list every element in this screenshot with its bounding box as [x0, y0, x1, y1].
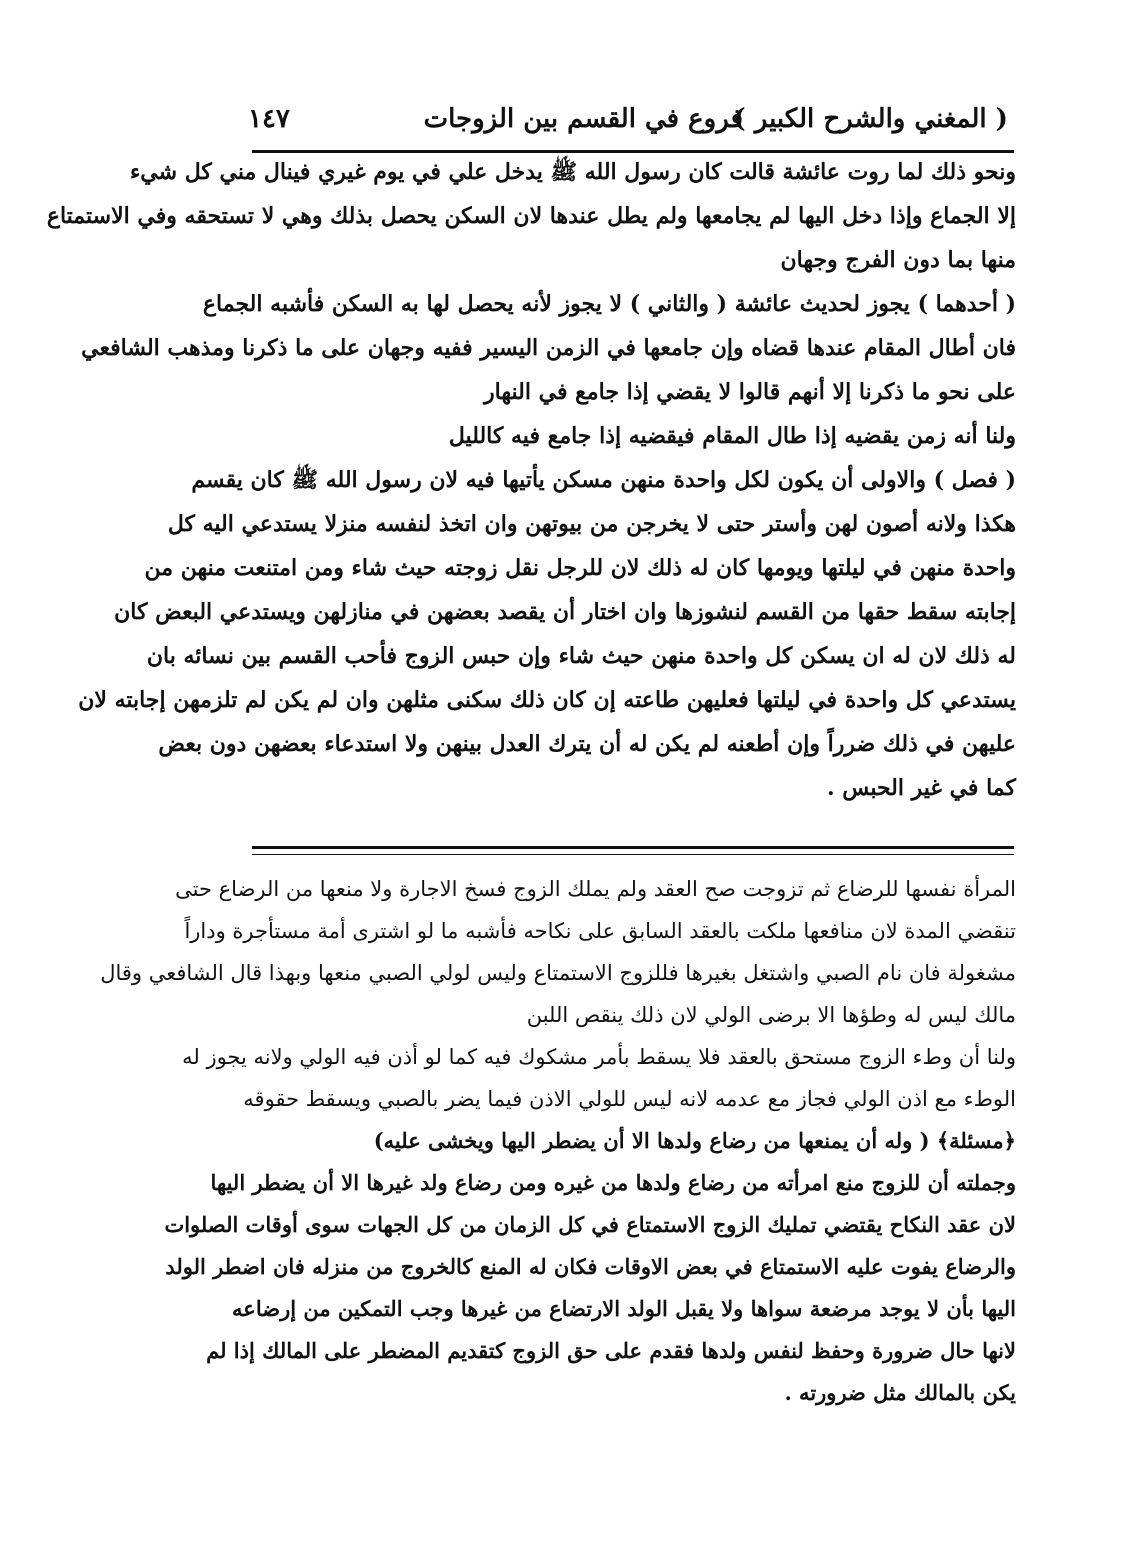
text-line: يستدعي كل واحدة في ليلتها فعليهن طاعته إن كان ذلك سكنى مثلهن وان لم يكن لم تلزمهن إجابته لان: [78, 687, 1016, 713]
separator-rule: [252, 854, 1014, 855]
text-line: يكن بالمالك مثل ضرورته .: [784, 1380, 1016, 1405]
text-line: ( فصل ) والاولى أن يكون لكل واحدة منهن مسكن يأتيها فيه لان رسول الله ﷺ كان يقسم: [191, 467, 1016, 493]
text-line: مالك ليس له وطؤها الا برضى الولي لان ذلك ينقص اللبن: [526, 1003, 1016, 1027]
text-line: له ذلك لان له ان يسكن كل واحدة منهن حيث شاء وإن حبس الزوج فأحب القسم بين نسائه بان: [146, 643, 1016, 669]
main-text: [46, 150, 1016, 810]
separator-rule: [252, 846, 1014, 849]
text-line: اليها بأن لا يوجد مرضعة سواها ولا يقبل الولد الارتضاع من غيرها وجب التمكين من إرضاعه: [232, 1296, 1016, 1321]
text-line: لانها حال ضرورة وحفظ لنفس ولدها فقدم على حق الزوج كتقديم المضطر على المالك إذا لم: [206, 1338, 1016, 1363]
book-title: ( المغني والشرح الكبير ): [733, 104, 1008, 134]
text-line: واحدة منهن في ليلتها ويومها كان له ذلك لان للرجل نقل زوجته حيث شاء ومن امتنعت منهن من: [144, 555, 1016, 581]
text-line: إلا الجماع وإذا دخل اليها لم يجامعها ولم يطل عندها لان السكن يحصل بذلك وهي لا تستحقه وفي الاستمتاع: [46, 203, 1016, 229]
text-line: وجملته أن للزوج منع امرأته من رضاع ولدها من غيره ومن رضاع ولد غيرها الا أن يضطر اليها: [210, 1170, 1016, 1195]
text-line: كما في غير الحبس .: [826, 775, 1016, 801]
text-line: عليهن في ذلك ضرراً وإن أطعنه لم يكن له أن يترك العدل بينهن ولا استدعاء بعضهن دون بعض: [158, 731, 1016, 757]
text-line: مشغولة فان نام الصبي واشتغل بغيرها فللزوج الاستمتاع وليس لولي الصبي منعها وبهذا قال الشافعي وقال: [100, 961, 1016, 985]
text-line: تنقضي المدة لان منافعها ملكت بالعقد السابق على نكاحه فأشبه ما لو اشترى أمة مستأجرة وداراً: [184, 919, 1016, 943]
running-header: [248, 104, 1008, 148]
text-line: على نحو ما ذكرنا إلا أنهم قالوا لا يقضي إذا جامع في النهار: [484, 379, 1016, 405]
text-line: والرضاع يفوت عليه الاستمتاع في بعض الاوقات فكان له المنع كالخروج من منزله فان اضطر الولد: [165, 1254, 1016, 1279]
text-line: المرأة نفسها للرضاع ثم تزوجت صح العقد ولم يملك الزوج فسخ الاجارة ولا منعها من الرضاع حتى: [175, 877, 1016, 901]
masala-heading: ﴿مسئلة﴾ ( وله أن يمنعها من رضاع ولدها الا أن يضطر اليها ويخشى عليه): [373, 1128, 1016, 1153]
text-line: لان عقد النكاح يقتضي تمليك الزوج الاستمتاع في كل الزمان من كل الجهات سوى أوقات الصلوات: [164, 1212, 1016, 1237]
text-line: الوطء مع اذن الولي فجاز مع عدمه لانه ليس للولي الاذن فيما يضر بالصبي ويسقط حقوقه: [243, 1087, 1016, 1111]
text-line: فان أطال المقام عندها قضاه وإن جامعها في الزمن اليسير ففيه وجهان على ما ذكرنا ومذهب الشافعي: [81, 335, 1016, 361]
text-line: ونحو ذلك لما روت عائشة قالت كان رسول الله ﷺ يدخل علي في يوم غيري فينال مني كل شيء: [129, 159, 1016, 185]
text-line: منها بما دون الفرج وجهان: [780, 247, 1016, 273]
text-line: هكذا ولانه أصون لهن وأستر حتى لا يخرجن من بيوتهن وان اتخذ لنفسه منزلا يستدعي اليه كل: [167, 511, 1016, 537]
section-title: فروع في القسم بين الزوجات: [423, 104, 743, 134]
text-line: ولنا أنه زمن يقضيه إذا طال المقام فيقضيه إذا جامع فيه كالليل: [448, 423, 1016, 449]
lower-text: [100, 868, 1016, 1414]
page-number: ١٤٧: [248, 104, 290, 134]
text-line: ولنا أن وطء الزوج مستحق بالعقد فلا يسقط بأمر مشكوك فيه كما لو أذن فيه الولي ولانه يجوز له: [182, 1045, 1016, 1069]
text-line: إجابته سقط حقها من القسم لنشوزها وان اختار أن يقصد بعضهن في منازلهن ويستدعي البعض كان: [114, 599, 1016, 625]
text-line: ( أحدهما ) يجوز لحديث عائشة ( والثاني ) لا يجوز لأنه يحصل لها به السكن فأشبه الجماع: [202, 291, 1016, 317]
